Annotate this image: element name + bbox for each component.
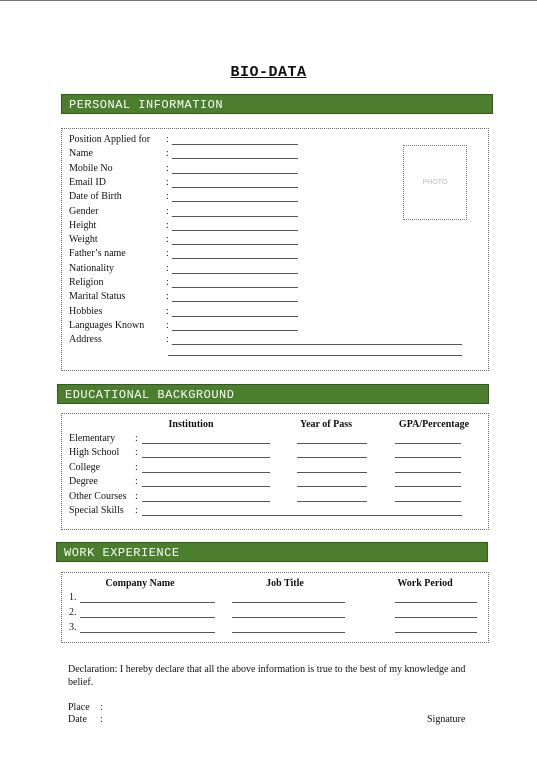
education-row-label: Other Courses (69, 490, 127, 502)
field-line[interactable] (172, 216, 298, 217)
education-header-year: Year of Pass (299, 419, 353, 430)
work-line-company[interactable] (80, 602, 215, 603)
field-line[interactable] (172, 287, 298, 288)
field-label: Date of Birth (69, 191, 122, 203)
education-line-skills[interactable] (142, 515, 462, 516)
education-line-gpa[interactable] (395, 457, 461, 458)
work-row-number: 3. (69, 622, 77, 633)
field-colon: : (166, 262, 169, 274)
education-line-institution[interactable] (142, 443, 270, 444)
work-line-job-title[interactable] (232, 632, 345, 633)
work-line-company[interactable] (80, 617, 215, 618)
education-line-institution[interactable] (142, 472, 270, 473)
field-line[interactable] (172, 230, 298, 231)
field-label: Mobile No (69, 162, 113, 174)
field-line[interactable] (172, 158, 298, 159)
field-line[interactable] (172, 316, 298, 317)
field-line[interactable] (172, 244, 298, 245)
field-label: Position Applied for (69, 134, 151, 145)
work-row-number: 1. (69, 592, 77, 603)
work-line-job-title[interactable] (232, 617, 345, 618)
signature-label: Signature (427, 714, 466, 725)
field-colon: : (166, 191, 169, 203)
education-row-colon: : (135, 433, 138, 444)
field-colon: : (166, 277, 169, 288)
field-label: Nationality (69, 262, 114, 274)
section-header-education: EDUCATIONAL BACKGROUND (57, 384, 489, 404)
work-row-number: 2. (69, 607, 77, 618)
field-label: Religion (69, 277, 104, 288)
field-label: Address (69, 334, 102, 346)
address-line-2[interactable] (168, 355, 462, 356)
work-line-company[interactable] (80, 632, 215, 633)
section-header-work: WORK EXPERIENCE (56, 542, 488, 562)
section-header-personal: PERSONAL INFORMATION (61, 94, 493, 114)
education-header-gpa: GPA/Percentage (398, 419, 470, 430)
field-line[interactable] (172, 258, 298, 259)
education-header-institution: Institution (168, 419, 214, 430)
education-row-colon: : (135, 476, 138, 488)
field-label: Email ID (69, 176, 106, 188)
declaration-text: Declaration: I hereby declare that all the above information is true to the best of my knowledge and belief. (68, 664, 466, 688)
work-header-job-title: Job Title (266, 578, 304, 589)
field-colon: : (166, 134, 169, 145)
education-line-institution[interactable] (142, 457, 270, 458)
work-line-job-title[interactable] (232, 602, 345, 603)
place-label: Place (68, 702, 90, 713)
field-label: Gender (69, 205, 99, 217)
work-line-period[interactable] (395, 602, 477, 603)
field-colon: : (166, 205, 169, 217)
education-line-year[interactable] (297, 457, 367, 458)
education-row-label: College (69, 461, 101, 473)
education-line-institution[interactable] (142, 486, 270, 487)
date-label: Date (68, 714, 87, 725)
field-line[interactable] (172, 144, 298, 145)
education-row-label: High School (69, 447, 120, 459)
work-header-period: Work Period (397, 578, 453, 589)
field-line[interactable] (172, 173, 298, 174)
education-line-gpa[interactable] (395, 443, 461, 444)
field-colon: : (166, 334, 169, 346)
field-label: Hobbies (69, 305, 103, 317)
education-line-gpa[interactable] (395, 472, 461, 473)
field-colon: : (166, 305, 169, 317)
field-line[interactable] (172, 201, 298, 202)
education-row-label: Elementary (69, 433, 116, 444)
photo-placeholder: PHOTO (403, 145, 467, 220)
education-line-year[interactable] (297, 472, 367, 473)
field-label: Marital Status (69, 291, 126, 303)
field-line[interactable] (172, 273, 298, 274)
field-colon: : (166, 148, 169, 160)
work-header-company: Company Name (105, 578, 175, 589)
education-line-year[interactable] (297, 501, 367, 502)
field-label: Languages Known (69, 319, 145, 331)
page-title: BIO-DATA (230, 64, 307, 81)
field-colon: : (166, 248, 169, 260)
work-line-period[interactable] (395, 632, 477, 633)
education-row-colon: : (135, 447, 138, 459)
education-line-year[interactable] (297, 443, 367, 444)
education-row-colon: : (135, 505, 138, 516)
page-top-border (0, 0, 537, 1)
field-colon: : (166, 319, 169, 331)
field-line[interactable] (172, 344, 462, 345)
field-colon: : (166, 291, 169, 303)
education-row-label: Degree (69, 476, 98, 488)
field-label: Weight (69, 234, 98, 246)
education-row-colon: : (135, 490, 138, 502)
field-line[interactable] (172, 187, 298, 188)
field-colon: : (166, 162, 169, 174)
field-colon: : (166, 219, 169, 231)
field-colon: : (166, 176, 169, 188)
field-label: Height (69, 219, 97, 231)
education-line-institution[interactable] (142, 501, 270, 502)
field-label: Name (69, 148, 93, 160)
education-line-gpa[interactable] (395, 501, 461, 502)
work-line-period[interactable] (395, 617, 477, 618)
field-line[interactable] (172, 301, 298, 302)
education-row-colon: : (135, 461, 138, 473)
field-line[interactable] (172, 330, 298, 331)
education-row-label: Special Skills (69, 505, 124, 516)
education-line-gpa[interactable] (395, 486, 461, 487)
place-colon: : (100, 702, 103, 713)
field-colon: : (166, 234, 169, 246)
education-line-year[interactable] (297, 486, 367, 487)
field-label: Father’s name (69, 248, 126, 260)
date-colon: : (100, 714, 103, 725)
